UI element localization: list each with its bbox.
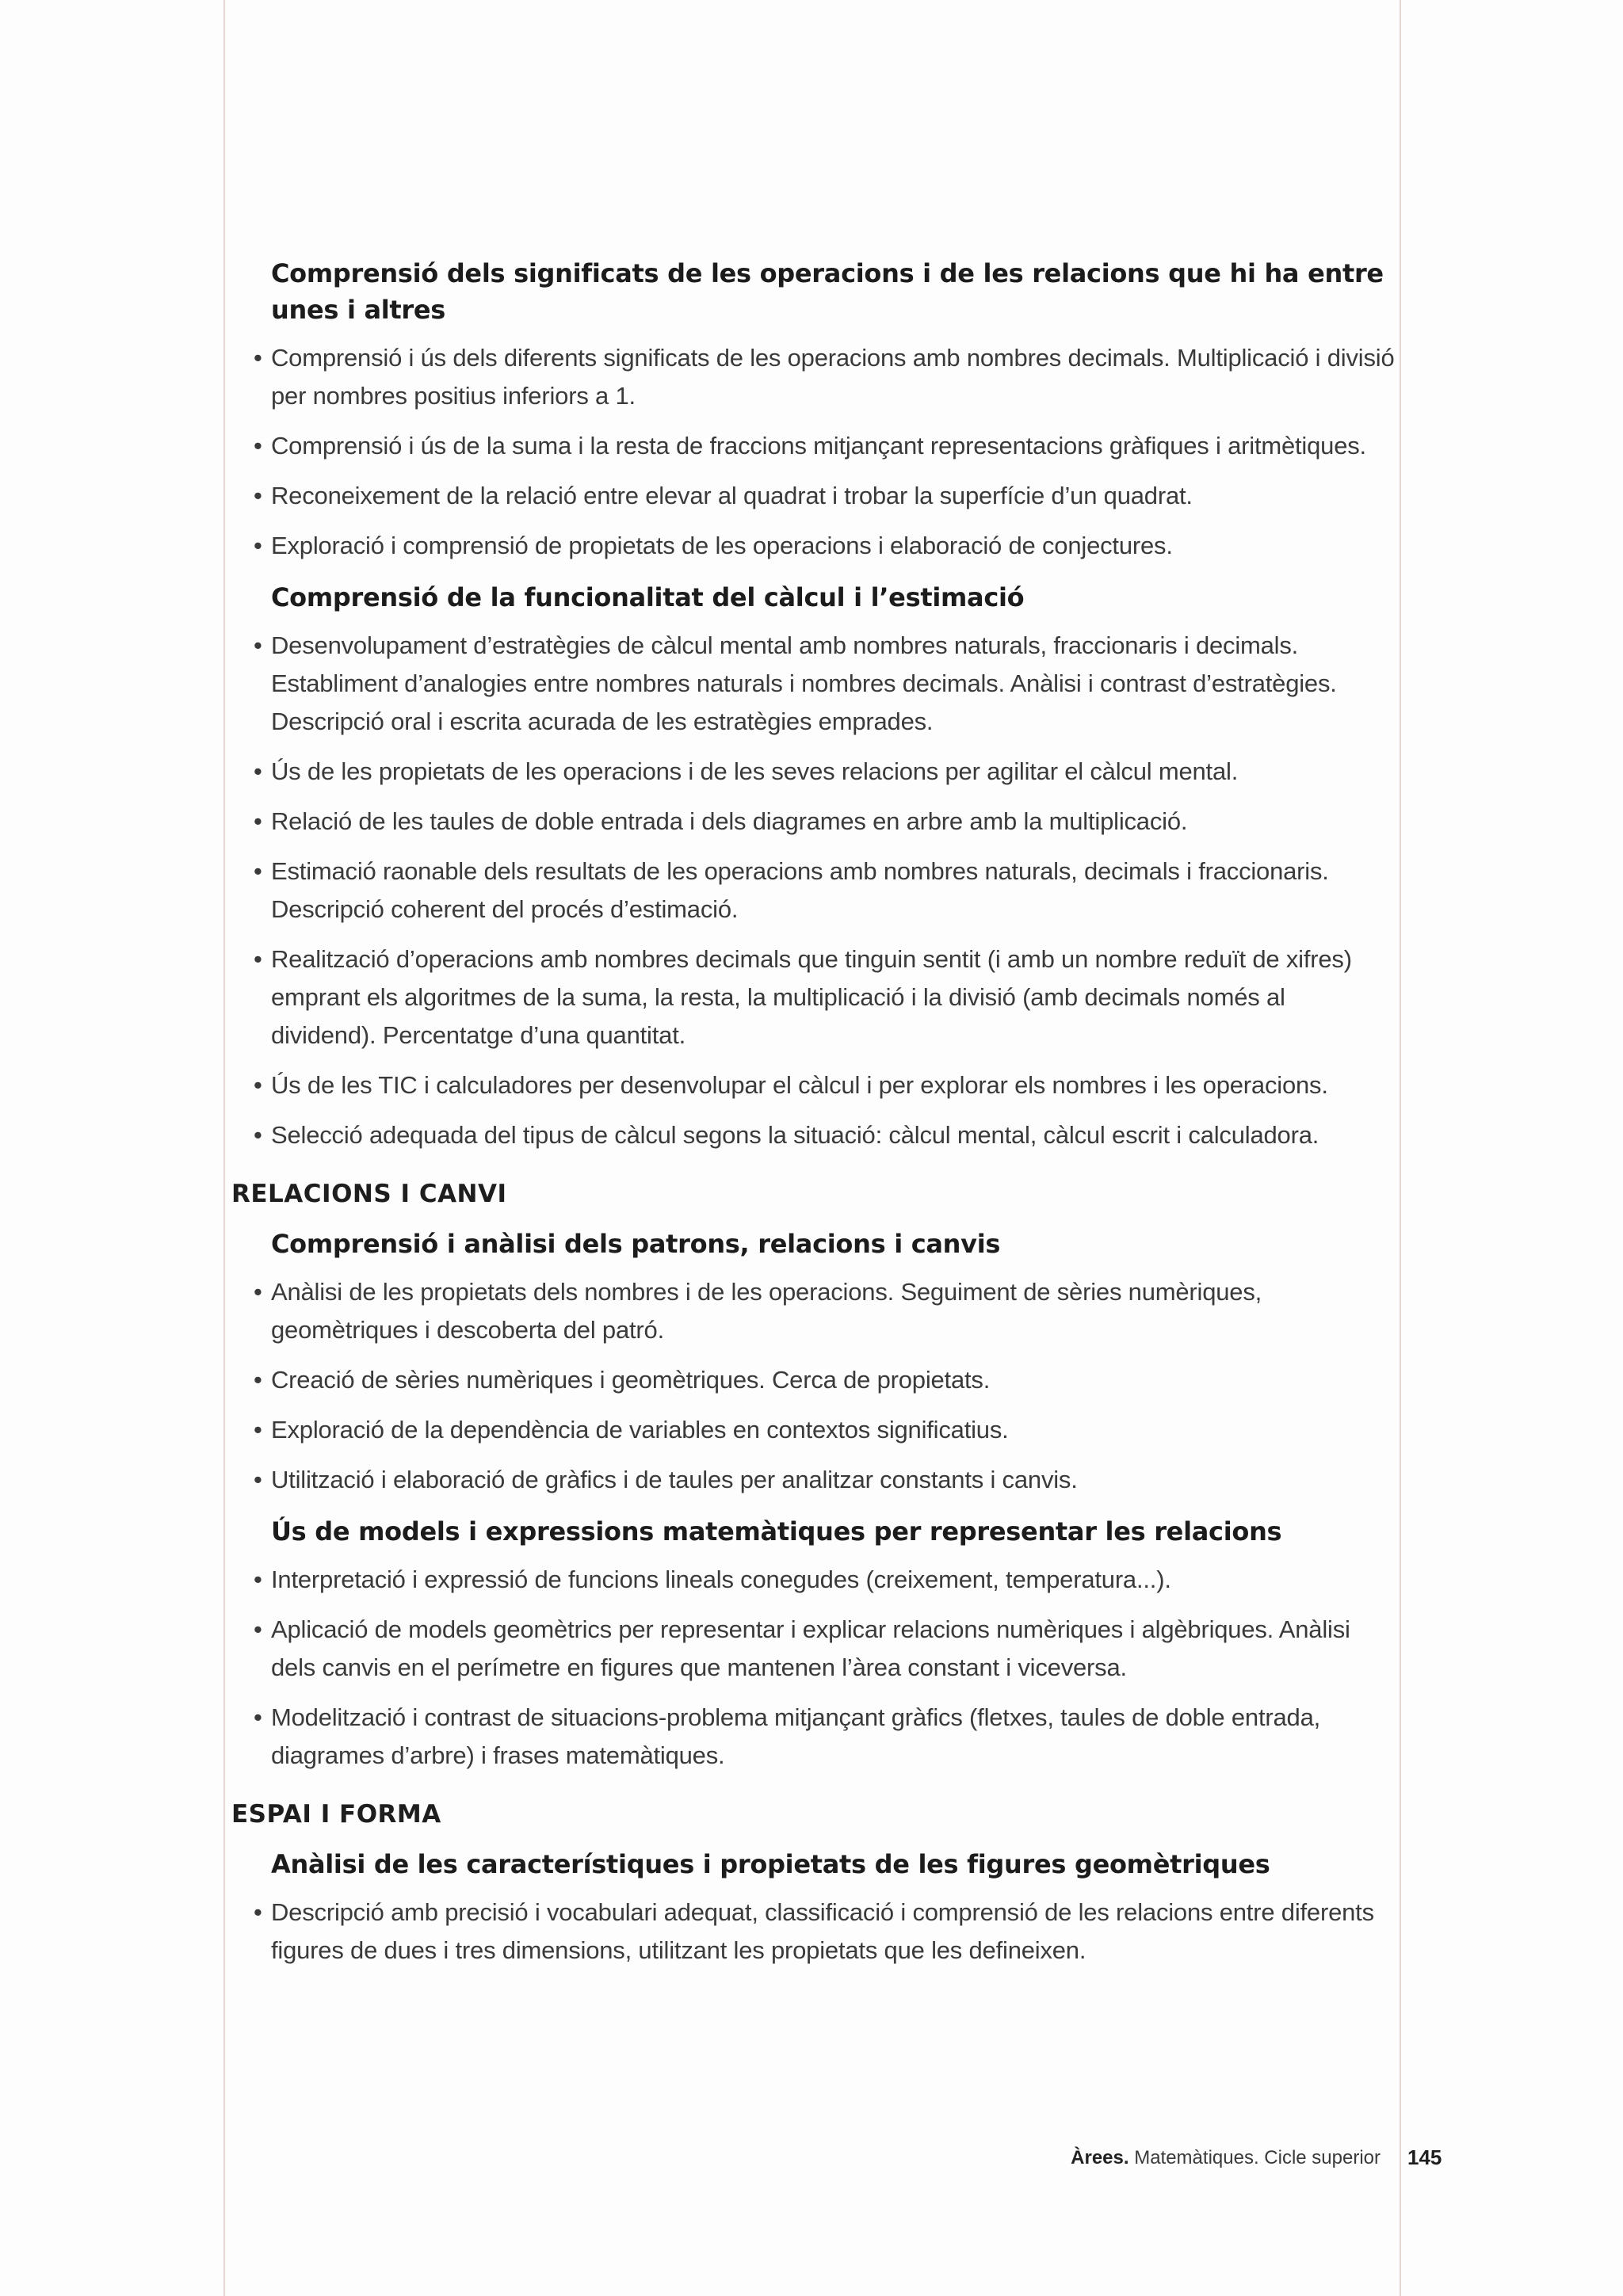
page-footer [1046, 2142, 1442, 2174]
subsection-title: Ús de models i expressions matemàtiques per representar les relacions [271, 1516, 1282, 1547]
section-heading: ESPAI I FORMA [231, 1800, 441, 1829]
page-margin-rule-right [1400, 0, 1401, 2296]
subsection-title: Anàlisi de les característiques i propietats de les figures geomètriques [271, 1849, 1270, 1879]
list-item: • Descripció amb precisió i vocabulari adequat, classificació i comprensió de les relacions entre diferents figures de dues i tres dimensions, utilitzant les propietats que les defineixen. [231, 1894, 1396, 1970]
subsection-title: Comprensió dels significats de les operacions i de les relacions que hi ha entre unes i altres [271, 258, 1384, 325]
subsection-title: Comprensió de la funcionalitat del càlcul i l’estimació [271, 582, 1025, 612]
list-item: • Modelització i contrast de situacions-problema mitjançant gràfics (fletxes, taules de doble entrada, diagrames d’arbre) i frases matemàtiques. [231, 1699, 1396, 1775]
list-item: • Aplicació de models geomètrics per representar i explicar relacions numèriques i algèbriques. Anàlisi dels canvis en el perímetre en figures que mantenen l’àrea constant i viceversa. [231, 1611, 1396, 1687]
list-item: • Comprensió i ús dels diferents significats de les operacions amb nombres decimals. Multiplicació i divisió per nombres positius inferiors a 1. [231, 339, 1396, 415]
list-item: • Ús de les propietats de les operacions i de les seves relacions per agilitar el càlcul mental. [231, 753, 1396, 791]
page-margin-rule-left [223, 0, 225, 2296]
list-item: • Utilització i elaboració de gràfics i de taules per analitzar constants i canvis. [231, 1461, 1396, 1499]
list-item: • Exploració i comprensió de propietats de les operacions i elaboració de conjectures. [231, 527, 1396, 565]
list-item: • Creació de sèries numèriques i geomètriques. Cerca de propietats. [231, 1361, 1396, 1399]
list-item: • Anàlisi de les propietats dels nombres i de les operacions. Seguiment de sèries numèriques, geomètriques i descoberta del patró. [231, 1273, 1396, 1349]
subsection-title: Comprensió i anàlisi dels patrons, relacions i canvis [271, 1229, 1001, 1259]
bullet-list [231, 1273, 1396, 1499]
bullet-list [231, 1561, 1396, 1775]
list-item: • Reconeixement de la relació entre elevar al quadrat i trobar la superfície d’un quadrat. [231, 477, 1396, 515]
section-heading: RELACIONS I CANVI [231, 1180, 507, 1208]
bullet-list [231, 339, 1396, 565]
running-footer [1071, 2147, 1381, 2169]
list-item: • Realització d’operacions amb nombres decimals que tinguin sentit (i amb un nombre reduït de xifres) emprant els algoritmes de la suma, la resta, la multiplicació i la divisió (amb decimals només al dividend). Percentatge d’una quantitat. [231, 940, 1396, 1055]
bullet-list [231, 1894, 1396, 1970]
list-item: • Ús de les TIC i calculadores per desenvolupar el càlcul i per explorar els nombres i les operacions. [231, 1066, 1396, 1104]
list-item: • Exploració de la dependència de variables en contextos significatius. [231, 1411, 1396, 1449]
list-item: • Selecció adequada del tipus de càlcul segons la situació: càlcul mental, càlcul escrit i calculadora. [231, 1116, 1396, 1154]
page-number: 145 [1407, 2145, 1442, 2169]
list-item: • Estimació raonable dels resultats de les operacions amb nombres naturals, decimals i fraccionaris. Descripció coherent del procés d’estimació. [231, 852, 1396, 929]
bullet-list [231, 627, 1396, 1154]
footer-area: Àrees. [1071, 2147, 1129, 2168]
list-item: • Interpretació i expressió de funcions lineals conegudes (creixement, temperatura...). [231, 1561, 1396, 1599]
list-item: • Comprensió i ús de la suma i la resta de fraccions mitjançant representacions gràfiques i aritmètiques. [231, 427, 1396, 465]
footer-subject: Matemàtiques. Cicle superior [1134, 2147, 1381, 2168]
document-body [231, 255, 1396, 1984]
list-item: • Desenvolupament d’estratègies de càlcul mental amb nombres naturals, fraccionaris i decimals. Establiment d’analogies entre nombres naturals i nombres decimals. Anàlisi i contrast d’estratègies. Descripció oral i escrita acurada de les estratègies emprades. [231, 627, 1396, 741]
list-item: • Relació de les taules de doble entrada i dels diagrames en arbre amb la multiplicació. [231, 803, 1396, 841]
